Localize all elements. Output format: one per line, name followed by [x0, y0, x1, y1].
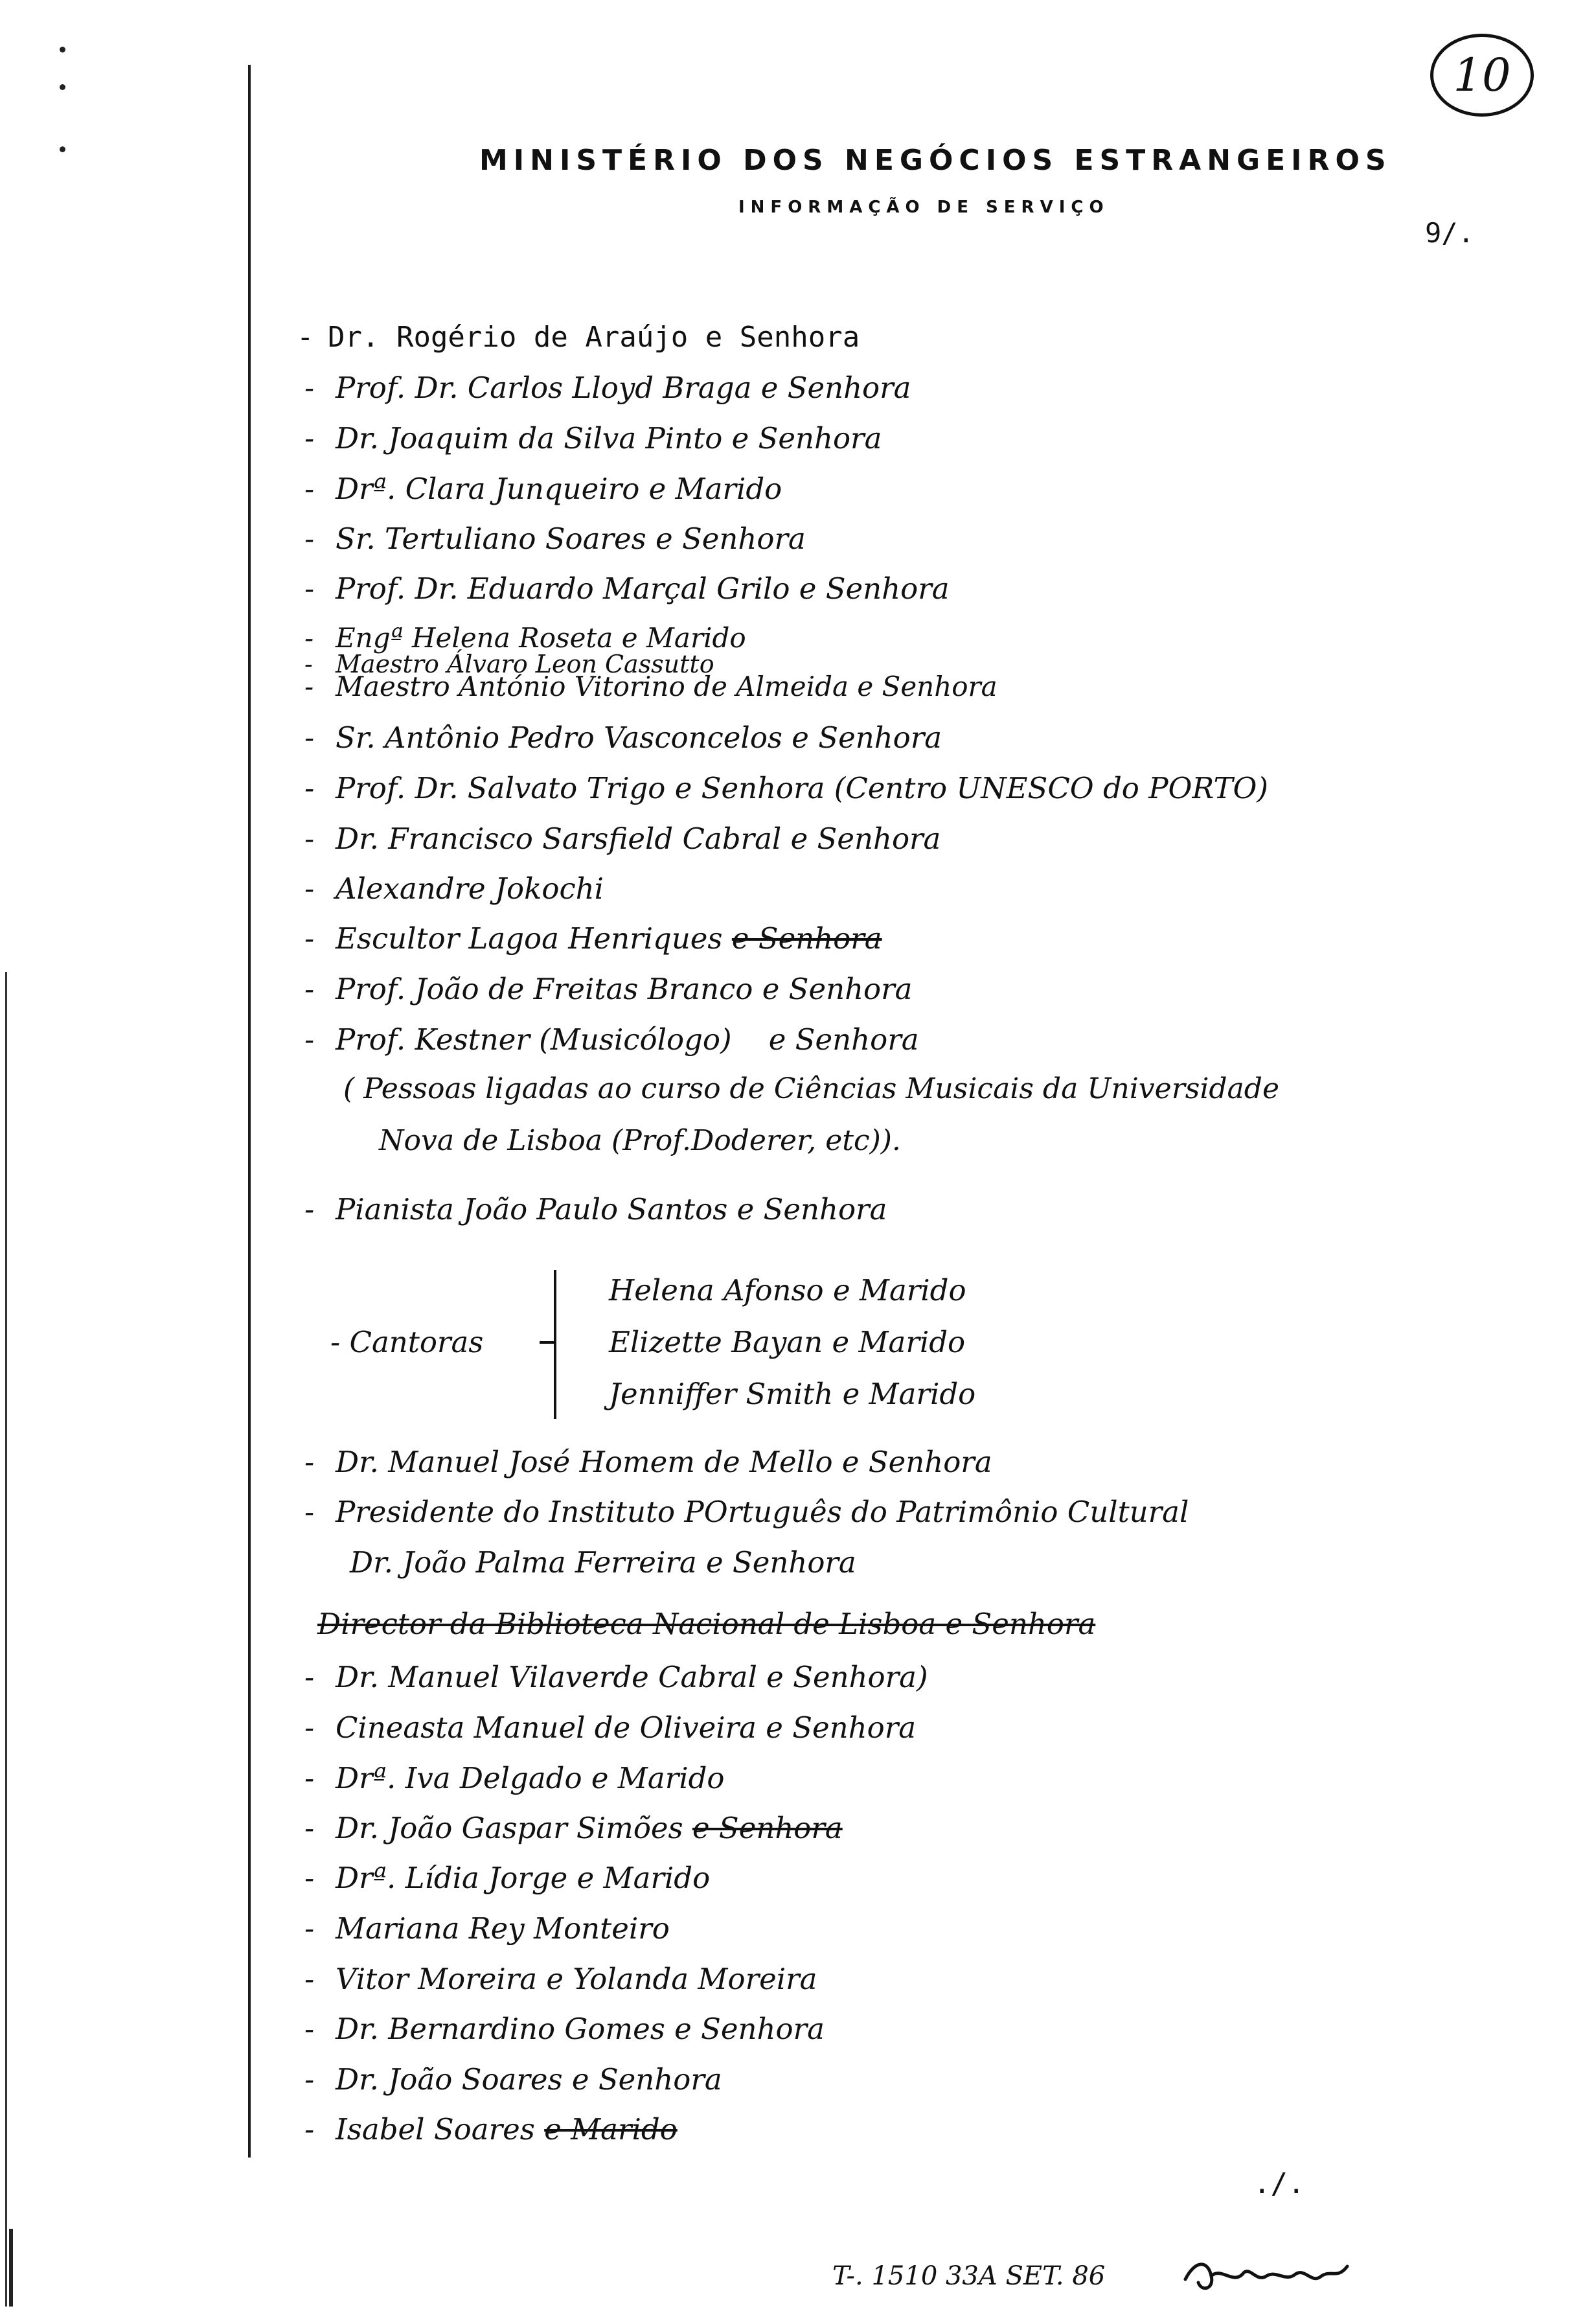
list-item: - Dr. Manuel José Homem de Mello e Senhora [304, 1445, 992, 1479]
punch-dot [60, 84, 65, 90]
list-item: - Dr. Rogério de Araújo e Senhora [297, 321, 860, 354]
signature-initials [1182, 2253, 1357, 2299]
list-item: - Mariana Rey Monteiro [304, 1911, 670, 1946]
list-item: - Dr. Joaquim da Silva Pinto e Senhora [304, 421, 882, 455]
list-item: - Maestro Álvaro Leon Cassutto [304, 650, 714, 678]
punch-dot [60, 146, 65, 152]
left-margin-rule [248, 65, 251, 2158]
scan-edge-line [5, 972, 7, 2307]
struck-text: e Marido [544, 2112, 678, 2146]
list-item: - Dr. Manuel Vilaverde Cabral e Senhora) [304, 1660, 928, 1694]
list-item: - Alexandre Jokochi [304, 871, 604, 906]
list-item: - Prof. Dr. Carlos Lloyd Braga e Senhora [304, 371, 911, 405]
document-subtitle: INFORMAÇÃO DE SERVIÇO [738, 198, 1110, 217]
circled-folio-number: 10 [1430, 34, 1534, 117]
ministry-title: MINISTÉRIO DOS NEGÓCIOS ESTRANGEIROS [479, 144, 1392, 177]
list-item: - Drª. Lídia Jorge e Marido [304, 1861, 711, 1895]
list-item: - Dr. João Soares e Senhora [304, 2062, 722, 2097]
page-number: 9/. [1425, 217, 1474, 249]
list-item: - Cineasta Manuel de Oliveira e Senhora [304, 1710, 917, 1745]
continuation-mark: ./. [1253, 2167, 1305, 2200]
cantora-name: Jenniffer Smith e Marido [609, 1377, 976, 1411]
list-item: - Sr. Tertuliano Soares e Senhora [304, 522, 806, 556]
list-item: - Isabel Soares e Marido [304, 2112, 678, 2146]
struck-line: Director da Biblioteca Nacional de Lisboa e Senhora [317, 1607, 1096, 1641]
list-item: - Prof. Kestner (Musicólogo) e Senhora [304, 1022, 919, 1057]
footer-stamp: T-. 1510 33A SET. 86 [832, 2261, 1106, 2291]
list-item: - Maestro António Vitorino de Almeida e Senhora [304, 671, 998, 702]
grouping-brace [554, 1270, 582, 1419]
list-item: - Drª. Iva Delgado e Marido [304, 1761, 725, 1795]
scan-edge-mark [9, 2229, 13, 2307]
cantora-name: Elizette Bayan e Marido [609, 1325, 966, 1359]
list-item: - Dr. Francisco Sarsfield Cabral e Senhora [304, 822, 941, 856]
struck-text: e Senhora [692, 1811, 843, 1845]
list-item: - Prof. Dr. Eduardo Marçal Grilo e Senhora [304, 571, 950, 606]
note-line: ( Pessoas ligadas ao curso de Ciências Musicais da Universidade [343, 1072, 1279, 1105]
list-item: - Sr. Antônio Pedro Vasconcelos e Senhora [304, 720, 942, 755]
list-item: - Vitor Moreira e Yolanda Moreira [304, 1962, 817, 1996]
list-item: - Engª Helena Roseta e Marido [304, 622, 746, 654]
cantora-name: Helena Afonso e Marido [609, 1273, 966, 1307]
list-item: - Escultor Lagoa Henriques e Senhora [304, 921, 882, 956]
punch-dot [60, 47, 65, 52]
list-item: - Pianista João Paulo Santos e Senhora [304, 1192, 887, 1226]
list-item: - Prof. Dr. Salvato Trigo e Senhora (Centro UNESCO do PORTO) [304, 771, 1268, 805]
list-item: - Drª. Clara Junqueiro e Marido [304, 472, 782, 506]
note-line: Nova de Lisboa (Prof.Doderer, etc)). [379, 1124, 901, 1157]
list-item: - Presidente do Instituto POrtuguês do Patrimônio Cultural [304, 1495, 1189, 1529]
list-item: - Dr. Bernardino Gomes e Senhora [304, 2012, 825, 2046]
cantoras-label: - Cantoras [330, 1325, 484, 1359]
list-item: - Dr. João Gaspar Simões e Senhora [304, 1811, 843, 1845]
list-item: Dr. João Palma Ferreira e Senhora [350, 1545, 856, 1580]
list-item: - Prof. João de Freitas Branco e Senhora [304, 972, 913, 1006]
struck-text: e Senhora [731, 921, 882, 956]
